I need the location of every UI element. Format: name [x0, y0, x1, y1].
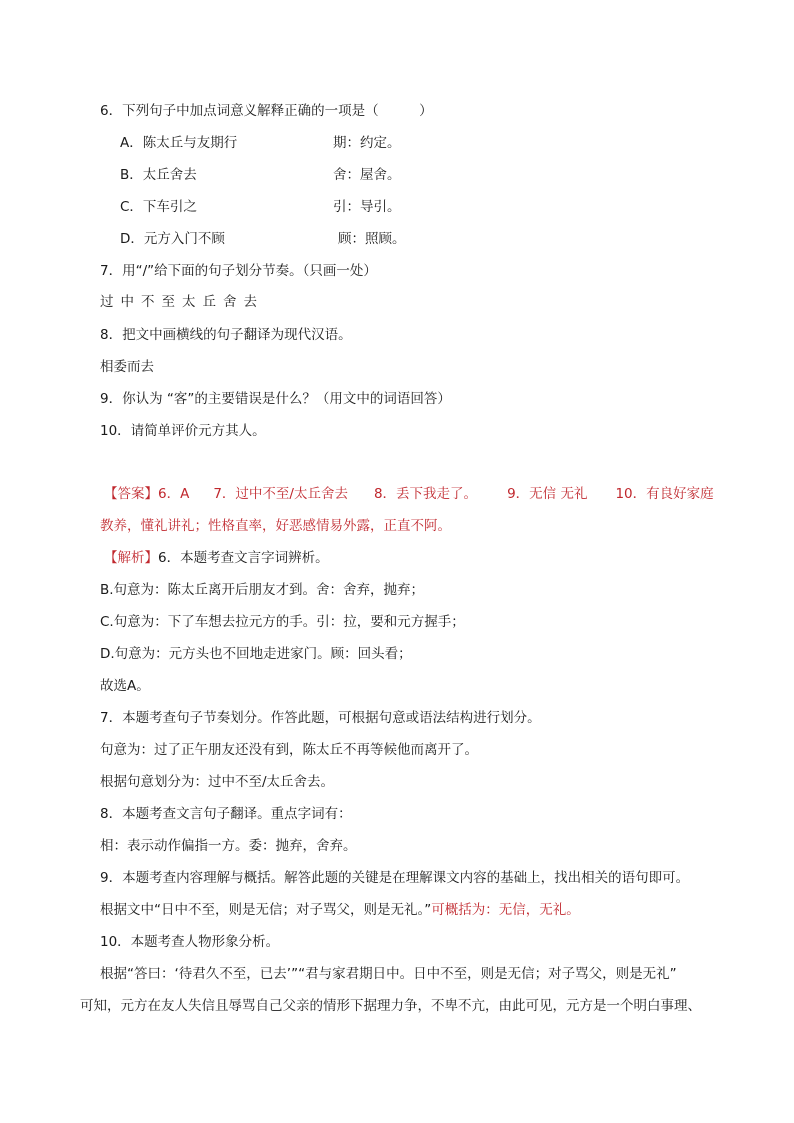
analysis-9-evidence: [100, 901, 580, 919]
q6-option-a: A．陈太丘与友期行: [120, 135, 238, 151]
answer-6: 6．A: [158, 486, 190, 502]
analysis-6-intro: 6．本题考查文言字词辨析。: [158, 550, 329, 566]
analysis-7-meaning: 句意为：过了正午朋友还没有到，陈太丘不再等候他而离开了。: [100, 742, 478, 758]
q9-stem: 9．你认为 “客”的主要错误是什么？（用文中的词语回答）: [100, 391, 451, 407]
answer-label: 【答案】: [104, 486, 158, 502]
q8-sentence: 相委而去: [100, 359, 154, 375]
q6-option-c: C．下车引之: [120, 199, 197, 215]
q10-stem: 10．请简单评价元方其人。: [100, 423, 266, 439]
analysis-8-intro: 8．本题考查文言句子翻译。重点字词有：: [100, 806, 352, 822]
q7-stem: 7．用“/”给下面的句子划分节奏。（只画一处）: [100, 263, 377, 279]
answer-line: [104, 485, 714, 503]
answer-10-start: 10．有良好家庭: [615, 486, 714, 502]
q6-option-c-gloss: 引：导引。: [333, 199, 401, 215]
analysis-8-keywords: 相：表示动作偏指一方。委：抛弃，舍弃。: [100, 838, 357, 854]
q6-option-d: D．元方入门不顾: [120, 231, 225, 247]
analysis-line-1: [104, 549, 329, 567]
analysis-10-intro: 10．本题考查人物形象分析。: [100, 934, 280, 950]
answer-8: 8．丢下我走了。: [373, 486, 478, 502]
q6-option-d-gloss: 顾：照顾。: [338, 231, 406, 247]
analysis-10-conclusion: 可知，元方在友人失信且辱骂自己父亲的情形下据理力争，不卑不亢，由此可见，元方是一个明白事理、: [80, 998, 701, 1014]
analysis-6-conclusion: 故选A。: [100, 678, 150, 694]
q8-stem: 8．把文中画横线的句子翻译为现代汉语。: [100, 327, 352, 343]
analysis-7-intro: 7．本题考查句子节奏划分。作答此题，可根据句意或语法结构进行划分。: [100, 710, 541, 726]
q6-option-b-gloss: 舍：屋舍。: [333, 167, 401, 183]
analysis-7-division: 根据句意划分为：过中不至/太丘舍去。: [100, 774, 335, 790]
analysis-9-intro: 9．本题考查内容理解与概括。解答此题的关键是在理解课文内容的基础上，找出相关的语句即可。: [100, 870, 690, 886]
analysis-9-quote: 根据文中“日中不至，则是无信；对子骂父，则是无礼。”: [100, 902, 432, 918]
q6-option-b: B．太丘舍去: [120, 167, 197, 183]
analysis-6-c: C.句意为：下了车想去拉元方的手。引：拉，要和元方握手；: [100, 614, 465, 630]
analysis-9-summary: 可概括为：无信，无礼。: [431, 902, 580, 918]
analysis-6-b: B.句意为：陈太丘离开后朋友才到。舍：舍弃，抛弃；: [100, 582, 425, 598]
answer-7: 7．过中不至/太丘舍去: [213, 486, 348, 502]
analysis-label: 【解析】: [104, 550, 158, 566]
analysis-6-d: D.句意为：元方头也不回地走进家门。顾：回头看；: [100, 646, 412, 662]
answer-9: 9．无信 无礼: [507, 486, 588, 502]
answer-10-continued: 教养，懂礼讲礼；性格直率，好恶感情易外露，正直不阿。: [100, 518, 451, 534]
q7-sentence: 过中不至太丘舍去: [100, 294, 264, 310]
analysis-10-quote: 根据“答曰：‘待君久不至，已去’”“君与家君期日中。日中不至，则是无信；对子骂父，则是无礼”: [100, 966, 677, 982]
q6-stem: 6．下列句子中加点词意义解释正确的一项是（ ）: [100, 103, 433, 119]
q6-option-a-gloss: 期：约定。: [333, 135, 401, 151]
